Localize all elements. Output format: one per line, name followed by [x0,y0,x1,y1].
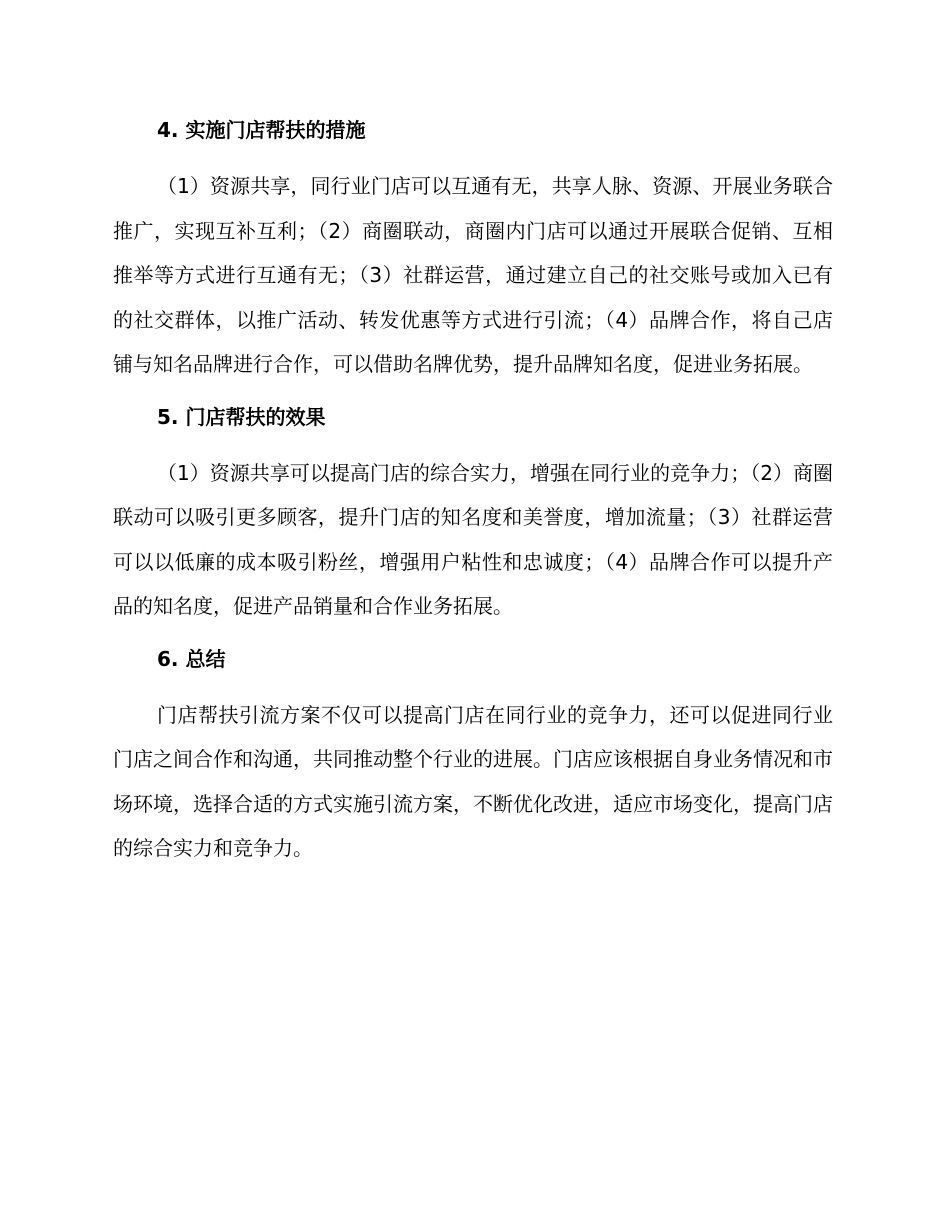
section-heading-effects: 5. 门店帮扶的效果 [157,404,326,429]
section-paragraph-summary: 门店帮扶引流方案不仅可以提高门店在同行业的竞争力，还可以促进同行业门店之间合作和沟通，共同推动整个行业的进展。门店应该根据自身业务情况和市场环境，选择合适的方式实施引流方案，不断优化改进，适应市场变化，提高门店的综合实力和竞争力。 [113,702,833,860]
document-body [113,108,833,871]
section-heading-summary: 6. 总结 [157,646,226,671]
section-paragraph-effects: （1）资源共享可以提高门店的综合实力，增强在同行业的竞争力；（2）商圈联动可以吸引更多顾客，提升门店的知名度和美誉度，增加流量；（3）社群运营可以以低廉的成本吸引粉丝，增强用户粘性和忠诚度；（4）品牌合作可以提升产品的知名度，促进产品销量和合作业务拓展。 [113,460,833,618]
section-heading-measures: 4. 实施门店帮扶的措施 [157,118,366,142]
section-paragraph-measures: （1）资源共享，同行业门店可以互通有无，共享人脉、资源、开展业务联合推广，实现互补互利；（2）商圈联动，商圈内门店可以通过开展联合促销、互相推举等方式进行互通有无；（3）社群运营，通过建立自己的社交账号或加入已有的社交群体，以推广活动、转发优惠等方式进行引流；（4）品牌合作，将自己店铺与知名品牌进行合作，可以借助名牌优势，提升品牌知名度，促进业务拓展。 [113,174,833,376]
